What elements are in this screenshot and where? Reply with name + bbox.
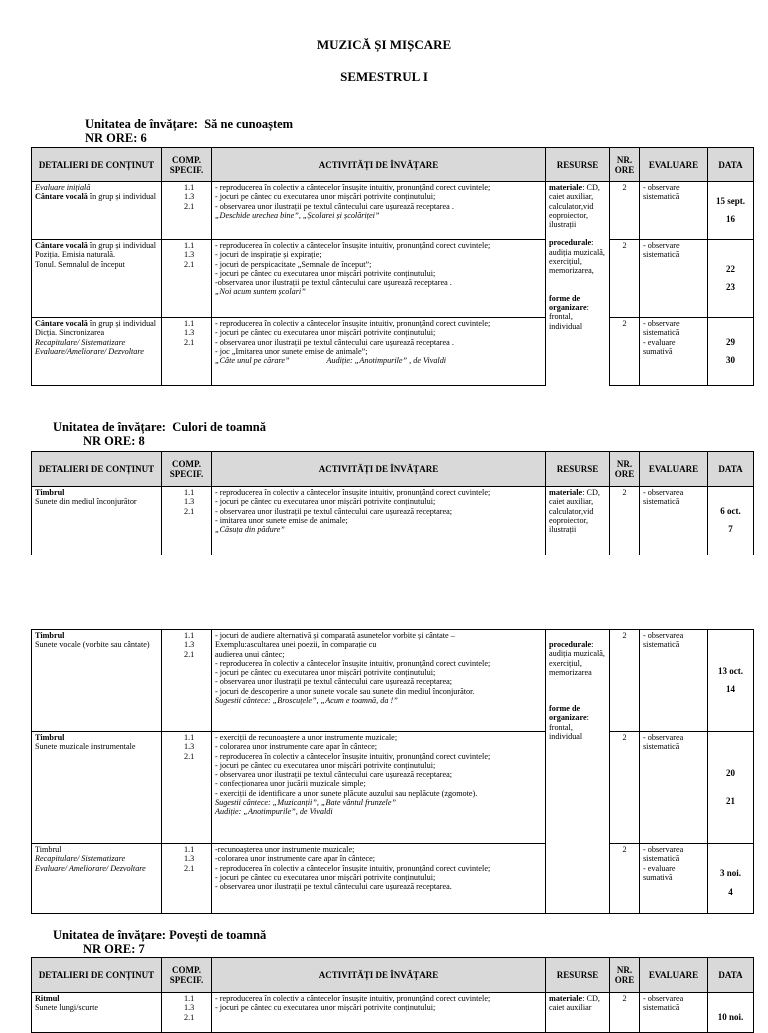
learning-activities: - reproducerea în colectiv a cântecelor însușite intuitiv, pronunțând corect cuvintele; - jocuri de inspirație și expirație; - jocuri de perspicacitate „Semnale de început”; - jocuri pe cântec cu executarea unor mișcări potrivite conținutului; -observarea unor ilustrații pe textul cântecului care ușurează receptarea . „Noi acum suntem școlari” xyxy=(212,240,546,318)
competence-codes: 1.1 1.3 2.1 xyxy=(162,487,212,555)
header-resources: RESURSE xyxy=(546,452,610,487)
content-details: Evaluare inițială Cântare vocală în grup și individual xyxy=(32,182,162,240)
semester-title: SEMESTRUL I xyxy=(340,69,428,84)
content-details: Timbrul Sunete muzicale instrumentale xyxy=(32,732,162,844)
header-activities: ACTIVITĂȚI DE ÎNVĂȚARE xyxy=(212,958,546,993)
header-date: DATA xyxy=(708,958,754,993)
resources-cell xyxy=(546,844,610,914)
unit-name: Să ne cunoaștem xyxy=(204,117,294,131)
competence-codes: 1.1 1.3 2.1 xyxy=(162,630,212,732)
evaluation-cell: - observare sistematică - evaluare sumativă xyxy=(640,318,708,386)
header-date: DATA xyxy=(708,148,754,182)
learning-activities: - reproducerea în colectiv a cântecelor însușite intuitiv, pronunțând corect cuvintele; - jocuri pe cântec cu executarea unor mișcări potrivite conținutului; xyxy=(212,993,546,1033)
header-hours: NR. ORE xyxy=(610,452,640,487)
header-evaluation: EVALUARE xyxy=(640,452,708,487)
header-details: DETALIERI DE CONȚINUT xyxy=(32,452,162,487)
date-cell: 20 21 xyxy=(708,732,754,844)
unit-heading xyxy=(85,117,293,145)
document-title: MUZICĂ ȘI MIȘCARE xyxy=(316,37,452,52)
hours-cell: 2 xyxy=(610,844,640,914)
unit-heading xyxy=(53,420,266,448)
header-details: DETALIERI DE CONȚINUT xyxy=(32,148,162,182)
evaluation-cell: - observarea sistematică - evaluare sumativă xyxy=(640,844,708,914)
plan-table-unit-1 xyxy=(31,147,754,386)
learning-activities: -recunoașterea unor instrumente muzicale; -colorarea unor instrumente care apar în cântece; - reproducerea în colectiv a cântecelor însușite intuitiv, pronunțând corect cuvintele; - jocuri pe cântec cu executarea unor mișcări potrivite conținutului; - observarea unor ilustrații pe textul cântecului care ușurează receptarea. xyxy=(212,844,546,914)
competence-codes: 1.1 1.3 2.1 xyxy=(162,240,212,318)
learning-activities: - reproducerea în colectiv a cântecelor însușite intuitiv, pronunțând corect cuvintele; - jocuri pe cântec cu executarea unor mișcări potrivite conținutului; - observarea unor ilustrații pe textul cântecului care ușurează receptarea . - joc „Imitarea unor sunete emise de animale”; „Câte unul pe cărare” Audiție: „Anotimpurile” , de Vivaldi xyxy=(212,318,546,386)
header-activities: ACTIVITĂȚI DE ÎNVĂȚARE xyxy=(212,148,546,182)
content-details: Cântare vocală în grup și individual Poziția. Emisia naturală. Tonul. Semnalul de început xyxy=(32,240,162,318)
evaluation-cell: - observarea sistematică xyxy=(640,487,708,555)
competence-codes: 1.1 1.3 2.1 xyxy=(162,844,212,914)
competence-codes: 1.1 1.3 2.1 xyxy=(162,182,212,240)
table-row xyxy=(32,732,754,844)
content-details: Timbrul Sunete vocale (vorbite sau cântate) xyxy=(32,630,162,732)
table-row xyxy=(32,318,754,386)
unit-name: Culori de toamnă xyxy=(172,420,266,434)
table-row xyxy=(32,844,754,914)
content-details: Cântare vocală în grup și individual Dicția. Sincronizarea Recapitulare/ Sistematizare Evaluare/Ameliorare/ Dezvoltare xyxy=(32,318,162,386)
header-comp: COMP. SPECIF. xyxy=(162,958,212,993)
header-details: DETALIERI DE CONȚINUT xyxy=(32,958,162,993)
evaluation-cell: - observare sistematică xyxy=(640,240,708,318)
content-details: Timbrul Recapitulare/ Sistematizare Evaluare/ Ameliorare/ Dezvoltare xyxy=(32,844,162,914)
header-date: DATA xyxy=(708,452,754,487)
competence-codes: 1.1 1.3 2.1 xyxy=(162,318,212,386)
resources-cell: materiale: CD, caiet auxiliar, calculator,vid eoproiector, ilustrații xyxy=(546,487,610,555)
unit-label: Unitatea de învățare: xyxy=(53,928,166,942)
table-row xyxy=(32,993,754,1033)
hours-cell: 2 xyxy=(610,993,640,1033)
header-activities: ACTIVITĂȚI DE ÎNVĂȚARE xyxy=(212,452,546,487)
unit-heading xyxy=(53,928,266,956)
hours-cell: 2 xyxy=(610,240,640,318)
evaluation-cell: - observare sistematică xyxy=(640,182,708,240)
plan-table-unit-3 xyxy=(31,957,754,1033)
header-resources: RESURSE xyxy=(546,148,610,182)
unit-hours: NR ORE: 8 xyxy=(83,434,145,448)
table-row xyxy=(32,240,754,318)
resources-cell: procedurale: audiția muzicală, exercițiul, memorizarea forme de organizare: frontal, individual xyxy=(546,630,610,844)
date-cell: 13 oct. 14 xyxy=(708,630,754,732)
unit-hours: NR ORE: 7 xyxy=(83,942,145,956)
unit-label: Unitatea de învățare: xyxy=(53,420,166,434)
competence-codes: 1.1 1.3 2.1 xyxy=(162,993,212,1033)
learning-activities: - exerciții de recunoaștere a unor instrumente muzicale; - colorarea unor instrumente care apar în cântece; - reproducerea în colectiv a cântecelor însușite intuitiv, pronunțând corect cuvintele; - jocuri pe cântec cu executarea unor mișcări potrivite conținutului; - observarea unor ilustrații pe textul cântecului care ușurează receptarea; - confecționarea unor jucării muzicale simple; - exerciții de identificare a unor sunete plăcute auzului sau neplăcute (zgomote). Sugestii cântece: „Muzicanții”, „Bate vântul frunzele” Audiție: „Anotimpurile”, de Vivaldi xyxy=(212,732,546,844)
hours-cell: 2 xyxy=(610,318,640,386)
content-details: Ritmul Sunete lungi/scurte xyxy=(32,993,162,1033)
evaluation-cell: - observarea sistematică xyxy=(640,630,708,732)
content-details: Timbrul Sunete din mediul înconjurător xyxy=(32,487,162,555)
table-row xyxy=(32,630,754,732)
table-row xyxy=(32,487,754,555)
competence-codes: 1.1 1.3 2.1 xyxy=(162,732,212,844)
header-hours: NR. ORE xyxy=(610,958,640,993)
header-comp: COMP. SPECIF. xyxy=(162,148,212,182)
learning-activities: - reproducerea în colectiv a cântecelor însușite intuitiv, pronunțând corect cuvintele; - jocuri pe cântec cu executarea unor mișcări potrivite conținutului; - observarea unor ilustrații pe textul cântecului care ușurează receptarea . „Deschide urechea bine”, „Școlarei și școlăriței” xyxy=(212,182,546,240)
header-resources: RESURSE xyxy=(546,958,610,993)
evaluation-cell: - observarea sistematică xyxy=(640,993,708,1033)
hours-cell: 2 xyxy=(610,732,640,844)
unit-hours: NR ORE: 6 xyxy=(85,131,147,145)
hours-cell: 2 xyxy=(610,630,640,732)
unit-label: Unitatea de învățare: xyxy=(85,117,198,131)
hours-cell: 2 xyxy=(610,487,640,555)
learning-activities: - jocuri de audiere alternativă și comparată asunetelor vorbite și cântate – Exemplu:ascultarea unei poezii, în comparație cu audierea unui cântec; - reproducerea în colectiv a cântecelor însușite intuitiv, pronunțând corect cuvintele; - jocuri pe cântec cu executarea unor mișcări potrivite conținutului; - observarea unor ilustrații pe textul cântecului care ușurează receptarea; - jocuri de descoperire a unor sunete vocale sau sunete din mediul înconjurător. Sugestii cântece: „Broscuțele”, „Acum e toamnă, da !” xyxy=(212,630,546,732)
header-comp: COMP. SPECIF. xyxy=(162,452,212,487)
evaluation-cell: - observarea sistematică xyxy=(640,732,708,844)
date-cell: 10 noi. xyxy=(708,993,754,1033)
date-cell: 3 noi. 4 xyxy=(708,844,754,914)
date-cell: 15 sept. 16 xyxy=(708,182,754,240)
resources-cell: materiale: CD, caiet auxiliar, calculator,vid eoproiector, ilustrații procedurale: audiția muzicală, exercițiul, memorizarea, forme de organizare: frontal, individual xyxy=(546,182,610,386)
date-cell: 29 30 xyxy=(708,318,754,386)
resources-cell: materiale: CD, caiet auxiliar xyxy=(546,993,610,1033)
plan-table-unit-2 xyxy=(31,451,754,555)
hours-cell: 2 xyxy=(610,182,640,240)
header-hours: NR. ORE xyxy=(610,148,640,182)
unit-name: Povești de toamnă xyxy=(169,928,267,942)
plan-table-unit-2-continued xyxy=(31,629,754,914)
learning-activities: - reproducerea în colectiv a cântecelor însușite intuitiv, pronunțând corect cuvintele; - jocuri pe cântec cu executarea unor mișcări potrivite conținutului; - observarea unor ilustrații pe textul cântecului care ușurează receptarea; - imitarea unor sunete emise de animale; „Căsuța din pădure” xyxy=(212,487,546,555)
date-cell: 22 23 xyxy=(708,240,754,318)
table-row xyxy=(32,182,754,240)
header-evaluation: EVALUARE xyxy=(640,958,708,993)
date-cell: 6 oct. 7 xyxy=(708,487,754,555)
header-evaluation: EVALUARE xyxy=(640,148,708,182)
